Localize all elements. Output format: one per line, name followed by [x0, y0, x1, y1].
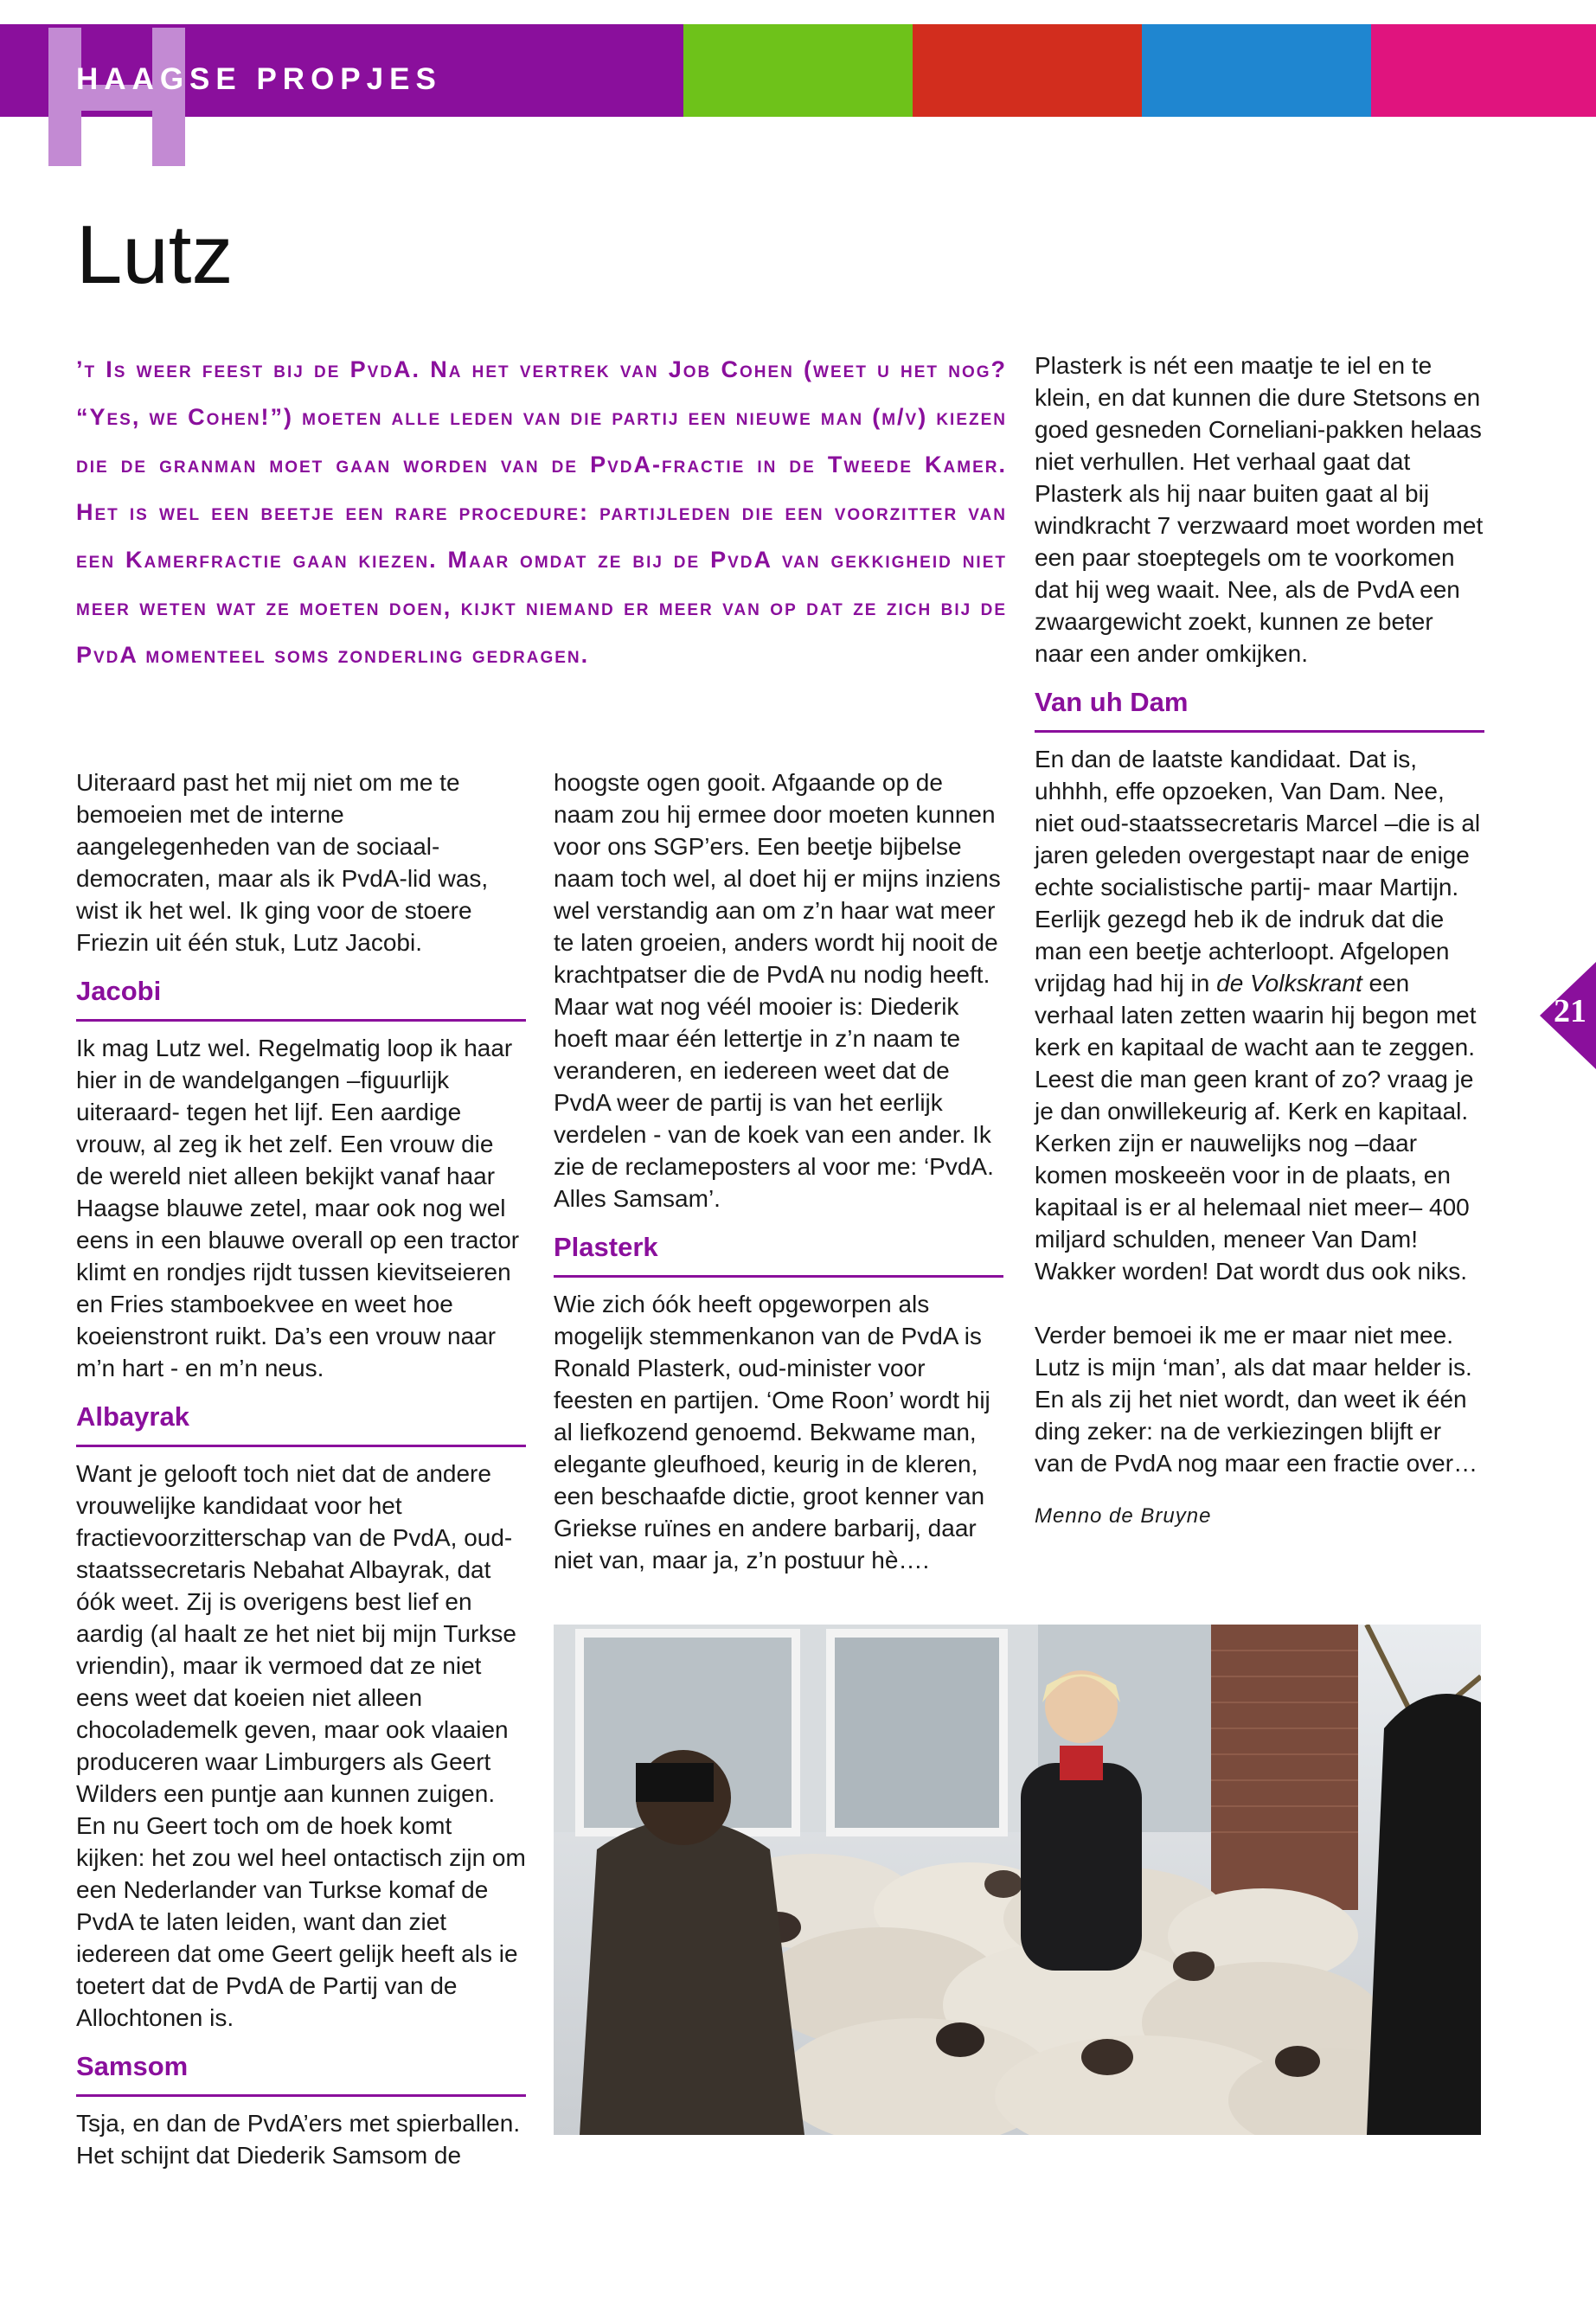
header-green-segment — [683, 24, 913, 117]
heading-rule — [76, 1019, 526, 1022]
paragraph-plasterk-part2: Plasterk is nét een maatje te iel en te klein, en dat kunnen die dure Stetsons en goed gesneden Corneliani-pakken helaas niet verhullen. Het verhaal gaat dat Plasterk als hij naar buiten gaat al bij windkracht 7 verzwaard moet worden met een paar stoeptegels om te voorkomen dat hij weg waait. Nee, als de PvdA een zwaargewicht zoekt, kunnen ze beter naar een ander omkijken. — [1035, 352, 1484, 667]
article-title: Lutz — [76, 208, 234, 301]
article-photo — [554, 1625, 1481, 2135]
header-red-segment — [913, 24, 1142, 117]
heading-rule — [76, 1445, 526, 1447]
heading-samsom: Samsom — [76, 2051, 189, 2081]
paragraph-plasterk-part1: Wie zich óók heeft opgeworpen als mogelijk stemmenkanon van de PvdA is Ronald Plasterk, oud-minister voor feesten en partijen. ‘Ome Roon’ wordt hij al liefkozend genoemd. Bekwame man, elegante gleufhoed, keurig in de kleren, een beschaafde dictie, groot kenner van Griekse ruïnes en andere barbarij, daar niet van, maar ja, z’n postuur hè…. — [554, 1291, 990, 1574]
van-dam-text-after: een verhaal laten zetten waarin hij begon met kerk en kapitaal de wacht aan te zeggen. Leest die man geen krant of zo? vraag je je dan onwillekeurig af. Kerk en kapitaal. Kerken zijn er nauwelijks nog –daar komen moskeeën voor in de plaats, en kapitaal is er al helemaal niet meer– 400 miljard schulden, meneer Van Dam! Wakker worden! Dat wordt dus ook niks. — [1035, 970, 1477, 1285]
page-number: 21 — [1554, 993, 1586, 1029]
header-pink-segment — [1371, 24, 1596, 117]
paragraph-van-dam — [1035, 743, 1484, 1287]
header-blue-segment — [1142, 24, 1371, 117]
heading-jacobi: Jacobi — [76, 976, 162, 1006]
paragraph-jacobi: Ik mag Lutz wel. Regelmatig loop ik haar hier in de wandelgangen –figuurlijk uiteraard- tegen het lijf. Een aardige vrouw, al zeg ik het zelf. Een vrouw die de wereld niet alleen bekijkt vanaf haar Haagse blauwe zetel, maar ook nog wel eens in een blauwe overall op een tractor klimt en rondjes rijdt tussen kievitseieren en Fries stamboekvee en weet hoe koeienstront ruikt. Da’s een vrouw naar m’n hart - en m’n neus. — [76, 1035, 520, 1381]
heading-plasterk: Plasterk — [554, 1232, 658, 1262]
column-3 — [1035, 349, 1484, 1532]
author-signature: Menno de Bruyne — [1035, 1504, 1212, 1528]
photo-woman-among-sheep-icon — [554, 1625, 1481, 2135]
heading-albayrak: Albayrak — [76, 1401, 189, 1432]
article-intro: Uiteraard past het mij niet om me te bemoeien met de interne aangelegenheden van de sociaal-democraten, maar als ik PvdA-lid was, wist ik het wel. Ik ging voor de stoere Friezin uit één stuk, Lutz Jacobi. — [76, 769, 489, 956]
heading-rule — [76, 2094, 526, 2097]
column-1 — [76, 766, 526, 2171]
section-initial-letter-icon — [48, 28, 187, 166]
heading-rule — [554, 1275, 1003, 1278]
van-dam-text-before: En dan de laatste kandidaat. Dat is, uhhhh, effe opzoeken, Van Dam. Nee, niet oud-staatssecretaris Marcel –die is al jaren geleden overgestapt naar de enige echte socialistische partij- maar Martijn. Eerlijk gezegd heb ik de indruk dat die man een beetje achterloopt. Afgelopen vrijdag had hij in — [1035, 746, 1481, 997]
article-lead: ’t Is weer feest bij de PvdA. Na het vertrek van Job Cohen (weet u het nog? “Yes, we Cohen!”) moeten alle leden van die partij een nieuwe man (m/v) kiezen die de granman moet gaan worden van de PvdA-fractie in de Tweede Kamer. Het is wel een beetje een rare procedure: partijleden die een voorzitter van een Kamerfractie gaan kiezen. Maar omdat ze bij de PvdA van gekkigheid niet meer weten wat ze moeten doen, kijkt niemand er meer van op dat ze zich bij de PvdA momenteel soms zonderling gedragen. — [76, 356, 1007, 668]
section-label: HAAGSE PROPJES — [76, 62, 442, 96]
paragraph-albayrak: Want je gelooft toch niet dat de andere vrouwelijke kandidaat voor het fractievoorzitterschap van de PvdA, oud-staatssecretaris Nebahat Albayrak, dat óók weet. Zij is overigens best lief en aardig (al haalt ze het niet bij mijn Turkse vriendin), maar ik vermoed dat ze niet eens weet dat koeien niet alleen chocolademelk geven, maar ook vlaaien produceren waar Limburgers als Geert Wilders een puntje aan kunnen zuigen. En nu Geert toch om de hoek komt kijken: het zou wel heel ontactisch zijn om een Nederlander van Turkse komaf de PvdA te laten leiden, want dan ziet iedereen dat ome Geert gelijk heeft als ie toetert dat de PvdA de Partij van de Allochtonen is. — [76, 1460, 526, 2031]
heading-van-dam: Van uh Dam — [1035, 687, 1189, 717]
heading-rule — [1035, 730, 1484, 733]
paragraph-samsom-part1: Tsja, en dan de PvdA’ers met spierballen. Het schijnt dat Diederik Samsom de — [76, 2110, 521, 2169]
paragraph-closing: Verder bemoei ik me er maar niet mee. Lutz is mijn ‘man’, als dat maar helder is. En als zij het niet wordt, dan weet ik één ding zeker: na de verkiezingen blijft er van de PvdA nog maar een fractie over… — [1035, 1322, 1478, 1477]
column-2 — [554, 766, 1003, 1576]
newspaper-name: de Volkskrant — [1216, 970, 1362, 997]
paragraph-samsom-part2: hoogste ogen gooit. Afgaande op de naam zou hij ermee door moeten kunnen voor ons SGP’ers. Een beetje bijbelse naam toch wel, al doet hij er mijns inziens wel verstandig aan om z’n haar wat meer te laten groeien, anders wordt hij nooit de krachtpatser die de PvdA nu nodig heeft. Maar wat nog véél mooier is: Diederik hoeft maar één lettertje in z’n naam te veranderen, en iedereen weet dat de PvdA weer de partij is van het eerlijk verdelen - van de koek van een ander. Ik zie de reclameposters al voor me: ‘PvdA. Alles Samsam’. — [554, 769, 1001, 1212]
